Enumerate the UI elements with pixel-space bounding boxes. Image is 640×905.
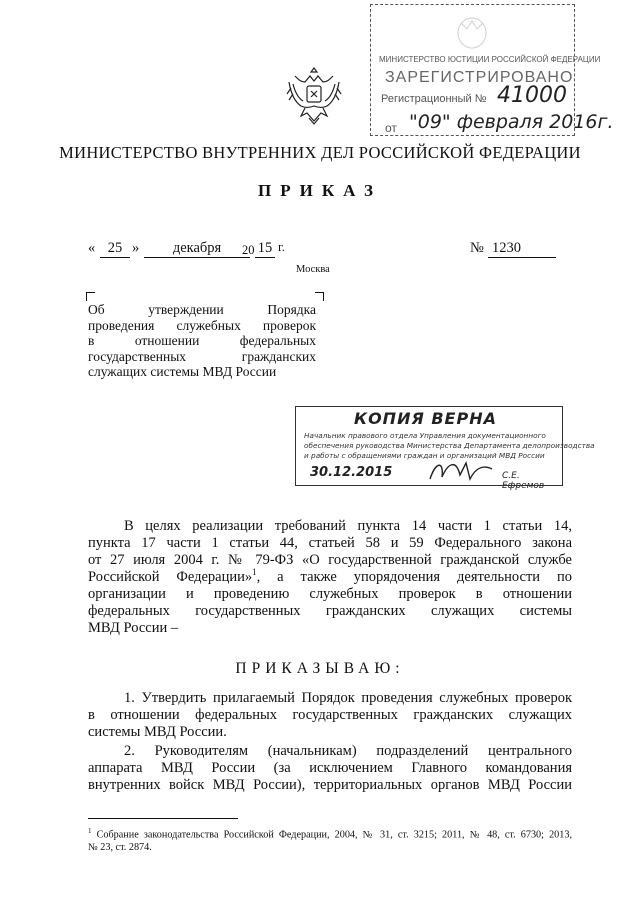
document-type: ПРИКАЗ — [258, 181, 382, 200]
stamp-ministry: МИНИСТЕРСТВО ЮСТИЦИИ РОССИЙСКОЙ ФЕДЕРАЦИИ — [379, 55, 601, 64]
number-value: 1230 — [488, 240, 556, 258]
preamble — [88, 518, 572, 637]
item-2 — [88, 743, 572, 794]
preamble-line: пункта 17 части 1 статьи 44, статьей 58 и 59 Федерального закона — [88, 535, 572, 551]
date-year-prefix: 20 — [242, 243, 255, 257]
date-open-quote: « — [88, 240, 96, 256]
footnote-text: Собрание законодательства Российской Федерации, 2004, № 31, ст. 3215; 2011, № 48, ст. 6730; 2013, — [96, 829, 572, 841]
item-1-line: системы МВД России. — [88, 724, 227, 740]
date-month: декабря — [144, 240, 250, 258]
subject-line: в отношении федеральных — [88, 333, 316, 348]
item-1 — [88, 690, 572, 741]
coat-of-arms-icon — [283, 62, 345, 128]
item-1-line: в отношении федеральных государственных гражданских служащих — [88, 707, 572, 723]
copy-stamp-title: КОПИЯ ВЕРНА — [354, 409, 497, 428]
orders-heading: ПРИКАЗЫВАЮ: — [235, 660, 405, 677]
subject-line: государственных гражданских — [88, 348, 316, 364]
stamp-status: ЗАРЕГИСТРИРОВАНО — [385, 69, 574, 86]
footnote — [88, 825, 572, 854]
date-year-suffix: 15 — [255, 240, 275, 258]
subject-corner-left — [86, 292, 95, 301]
item-2-line: 2. Руководителям (начальникам) подразделений центрального — [124, 743, 572, 759]
date-day: 25 — [100, 240, 130, 258]
stamp-reg-label: Регистрационный № — [381, 93, 487, 105]
item-2-line: внутренних войск МВД России), территориальных органов МВД России — [88, 777, 572, 793]
date-close-quote: » — [132, 240, 140, 256]
stamp-reg-number: 41000 — [497, 83, 567, 108]
order-date — [88, 240, 298, 262]
subject-corner-right — [315, 292, 324, 301]
preamble-line: от 27 июля 2004 г. № 79-ФЗ «О государственной гражданской службе — [88, 552, 572, 568]
preamble-line-with-footnote — [88, 569, 572, 586]
copy-verified-stamp — [295, 406, 595, 491]
preamble-line: МВД России – — [88, 620, 179, 636]
subject-line: Об утверждении Порядка — [88, 302, 316, 317]
copy-stamp-line: обеспечения руководства Министерства Департамента делопроизводства — [304, 441, 595, 450]
footnote-marker: 1 — [252, 567, 257, 578]
footnote-number: 1 — [88, 827, 92, 835]
date-year-unit: г. — [278, 240, 285, 254]
footnote-line: № 23, ст. 2874. — [88, 842, 152, 854]
preamble-line-part: , а также упорядочения деятельности по — [256, 569, 572, 585]
ministry-title: МИНИСТЕРСТВО ВНУТРЕННИХ ДЕЛ РОССИЙСКОЙ ФЕДЕРАЦИИ — [59, 143, 581, 162]
number-sign: № — [470, 240, 484, 256]
footnote-line — [88, 825, 572, 841]
faint-emblem-icon — [451, 11, 493, 51]
subject-line: служащих системы МВД России — [88, 364, 277, 379]
subject-line: проведения служебных проверок — [88, 317, 316, 333]
copy-stamp-line: и работы с обращениями граждан и организаций МВД России — [304, 451, 545, 460]
preamble-line: В целях реализации требований пункта 14 части 1 статьи 14, — [124, 518, 572, 534]
city: Москва — [296, 264, 330, 275]
footnote-divider — [88, 818, 238, 819]
preamble-line-part: Российской Федерации» — [88, 569, 253, 585]
stamp-reg-date: "09" февраля 2016г. — [409, 111, 614, 133]
registration-stamp — [370, 4, 614, 136]
copy-stamp-name: С.Е. Ефремов — [502, 471, 545, 491]
stamp-from-label: от — [385, 121, 397, 135]
preamble-line: федеральных государственных гражданских служащих системы — [88, 603, 572, 619]
order-subject — [88, 302, 316, 380]
copy-stamp-line: Начальник правового отдела Управления документационного — [304, 431, 546, 440]
signature-icon — [426, 457, 496, 485]
item-2-line: аппарата МВД России (за исключением Главного командования — [88, 760, 572, 776]
copy-stamp-date: 30.12.2015 — [310, 465, 393, 480]
order-number — [470, 240, 560, 262]
item-1-line: 1. Утвердить прилагаемый Порядок проведения служебных проверок — [124, 690, 572, 706]
preamble-line: организации и проведению служебных проверок в отношении — [88, 586, 572, 602]
